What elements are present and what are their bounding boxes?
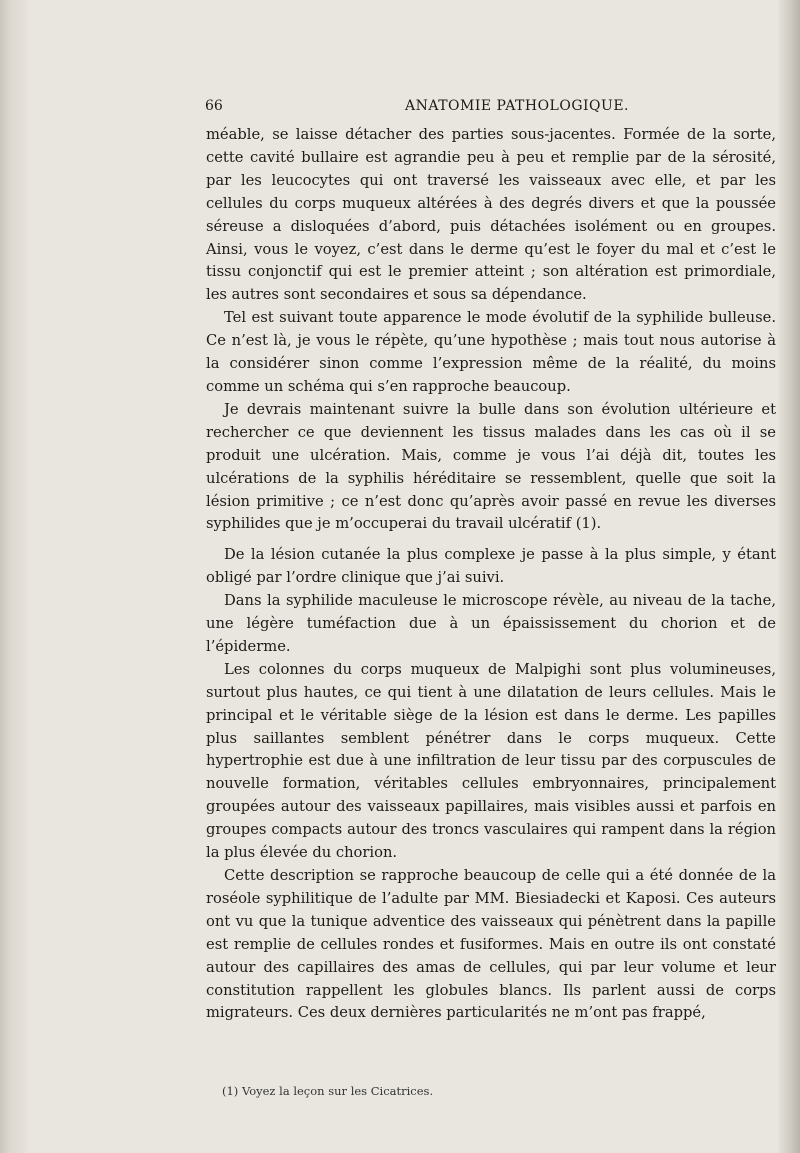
paragraph: Les colonnes du corps muqueux de Malpighi sont plus volumineuses, surtout plus hautes, ce qui tient à une dilatation de leurs cellules. Mais le principal et le véritable siège de la lésion est dans le derme. Les papilles plus saillantes semblent pénétrer dans le corps muqueux. Cette hypertrophie est due à une infiltration de leur tissu par des corpuscules de nouvelle formation, véritables cellules embryonnaires, principalement groupées autour des vaisseaux papillaires, mais visibles aussi et parfois en groupes compacts autour des troncs vasculaires qui rampent dans la région la plus élevée du chorion. <box>206 660 776 862</box>
running-head: ANATOMIE PATHOLOGIQUE. <box>405 98 629 114</box>
page-binding-edge-right <box>778 0 800 1153</box>
paragraph: De la lésion cutanée la plus complexe je passe à la plus simple, y étant obligé par l’ordre clinique que j’ai suivi. <box>206 546 776 587</box>
paragraph: méable, se laisse détacher des parties sous-jacentes. Formée de la sorte, cette cavité bullaire est agrandie peu à peu et remplie par de la sérosité, par les leucocytes qui ont traversé les vaisseaux avec elle, et par les cellules du corps muqueux altérées à des degrés divers et que la poussée séreuse a disloquées d’abord, puis détachées isolément ou en groupes. Ainsi, vous le voyez, c’est dans le derme qu’est le foyer du mal et c’est le tissu conjonctif qui est le premier atteint ; son altération est primordiale, les autres sont secondaires et sous sa dépendance. <box>206 126 776 304</box>
paragraph: Dans la syphilide maculeuse le microscope révèle, au niveau de la tache, une légère tuméfaction due à un épaississement du chorion et de l’épiderme. <box>206 592 776 655</box>
page-binding-edge-left <box>0 0 28 1153</box>
footnote: (1) Voyez la leçon sur les Cicatrices. <box>222 1084 434 1098</box>
page-number: 66 <box>205 98 223 114</box>
paragraph: Cette description se rapproche beaucoup de celle qui a été donnée de la roséole syphilitique de l’adulte par MM. Biesiadecki et Kaposi. Ces auteurs ont vu que la tunique adventice des vaisseaux qui pénètrent dans la papille est remplie de cellules rondes et fusiformes. Mais en outre ils ont constaté autour des capillaires des amas de cellules, qui par leur volume et leur constitution rappellent les globules blancs. Ils parlent aussi de corps migrateurs. Ces deux dernières particularités ne m’ont pas frappé, <box>206 867 776 1022</box>
page-header <box>205 98 670 120</box>
paragraph: Je devrais maintenant suivre la bulle dans son évolution ultérieure et rechercher ce que deviennent les tissus malades dans les cas où il se produit une ulcération. Mais, comme je vous l’ai déjà dit, toutes les ulcérations de la syphilis héréditaire se ressemblent, quelle que soit la lésion primitive ; ce n’est donc qu’après avoir passé en revue les diverses syphilides que je m’occuperai du travail ulcératif (1). <box>206 400 776 533</box>
paragraph: Tel est suivant toute apparence le mode évolutif de la syphilide bulleuse. Ce n’est là, je vous le répète, qu’une hypothèse ; mais tout nous autorise à la considérer sinon comme l’expression même de la réalité, du moins comme un schéma qui s’en rapproche beaucoup. <box>206 309 776 395</box>
body-text <box>206 124 776 1025</box>
